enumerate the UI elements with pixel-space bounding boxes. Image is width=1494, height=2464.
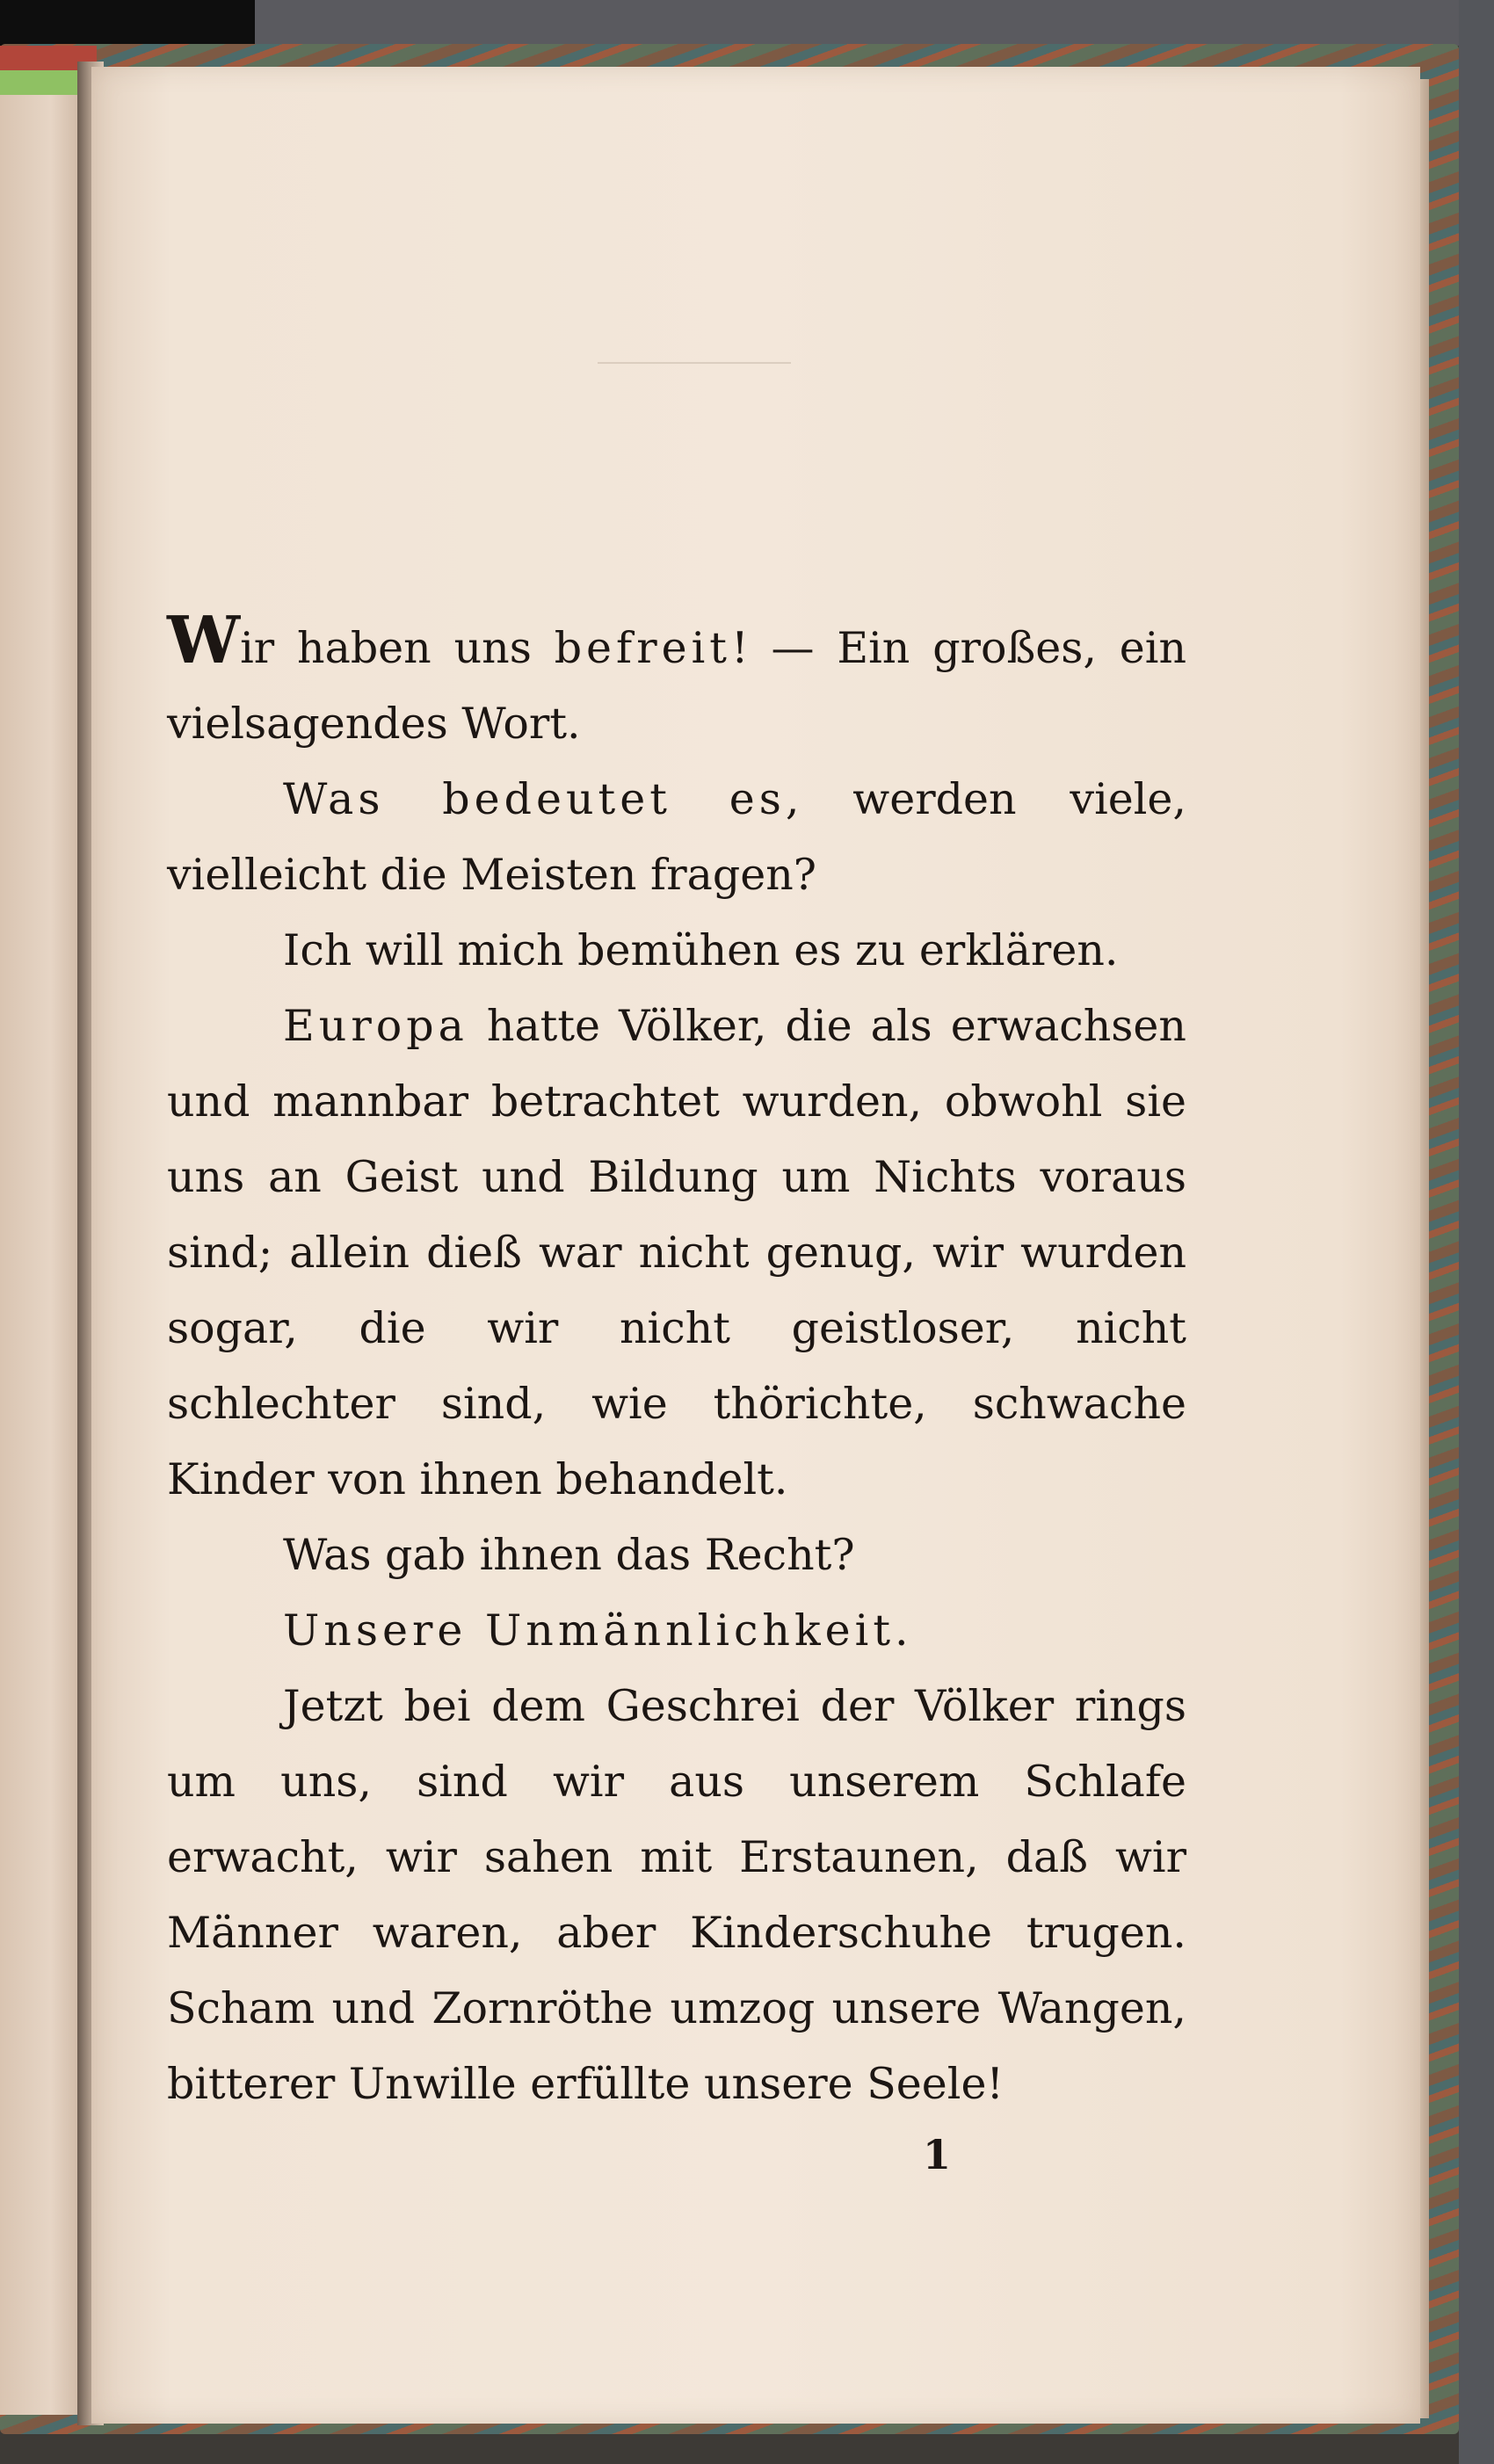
page-text xyxy=(167,603,1186,2122)
paragraph xyxy=(167,1518,1186,1593)
emphasized-text: befreit xyxy=(554,623,731,673)
page-number: 1 xyxy=(923,2131,952,2178)
scan-corner xyxy=(0,0,255,46)
paragraph xyxy=(167,762,1186,913)
show-through-rule xyxy=(598,362,791,364)
emphasized-text: Europa xyxy=(283,1001,468,1051)
scan-background-right xyxy=(1459,0,1494,2464)
text-run: , werden viele, vielleicht die Meisten fragen? xyxy=(167,774,1186,900)
text-run: hatte Völker, die als erwachsen und mannbar betrachtet wurden, obwohl sie uns an Geist und Bildung um Nichts voraus sind; allein dieß war nicht genug, wir wurden sogar, die wir nicht geistloser, nicht schlechter sind, wie thörichte, schwache Kinder von ihnen behandelt. xyxy=(167,1001,1186,1504)
emphasized-text: Was bedeutet es xyxy=(283,774,786,824)
cover-edge-green xyxy=(0,70,83,95)
paragraph xyxy=(167,1669,1186,2122)
paragraph xyxy=(167,989,1186,1518)
left-page-edge xyxy=(0,95,84,2415)
paragraph xyxy=(167,603,1186,762)
text-run: Ich will mich bemühen es zu erklären. xyxy=(283,925,1119,975)
emphasized-text: Unsere Unmännlichkeit. xyxy=(283,1605,913,1656)
text-run: ir haben uns xyxy=(240,623,555,673)
paragraph xyxy=(167,913,1186,989)
initial-letter: W xyxy=(167,603,241,678)
text-run: Was gab ihnen das Recht? xyxy=(283,1530,855,1580)
text-run: Jetzt bei dem Geschrei der Völker rings um uns, sind wir aus unserem Schlafe erwacht, wir sahen mit Erstaunen, daß wir Männer waren, aber Kinderschuhe trugen. Scham und Zornröthe umzog unsere Wangen, bitterer Unwille erfüllte unsere Seele! xyxy=(167,1681,1186,2109)
paragraph xyxy=(167,1593,1186,1669)
text-run: ! — Ein großes, ein vielsagendes Wort. xyxy=(167,623,1186,749)
scan-background xyxy=(255,0,1494,46)
